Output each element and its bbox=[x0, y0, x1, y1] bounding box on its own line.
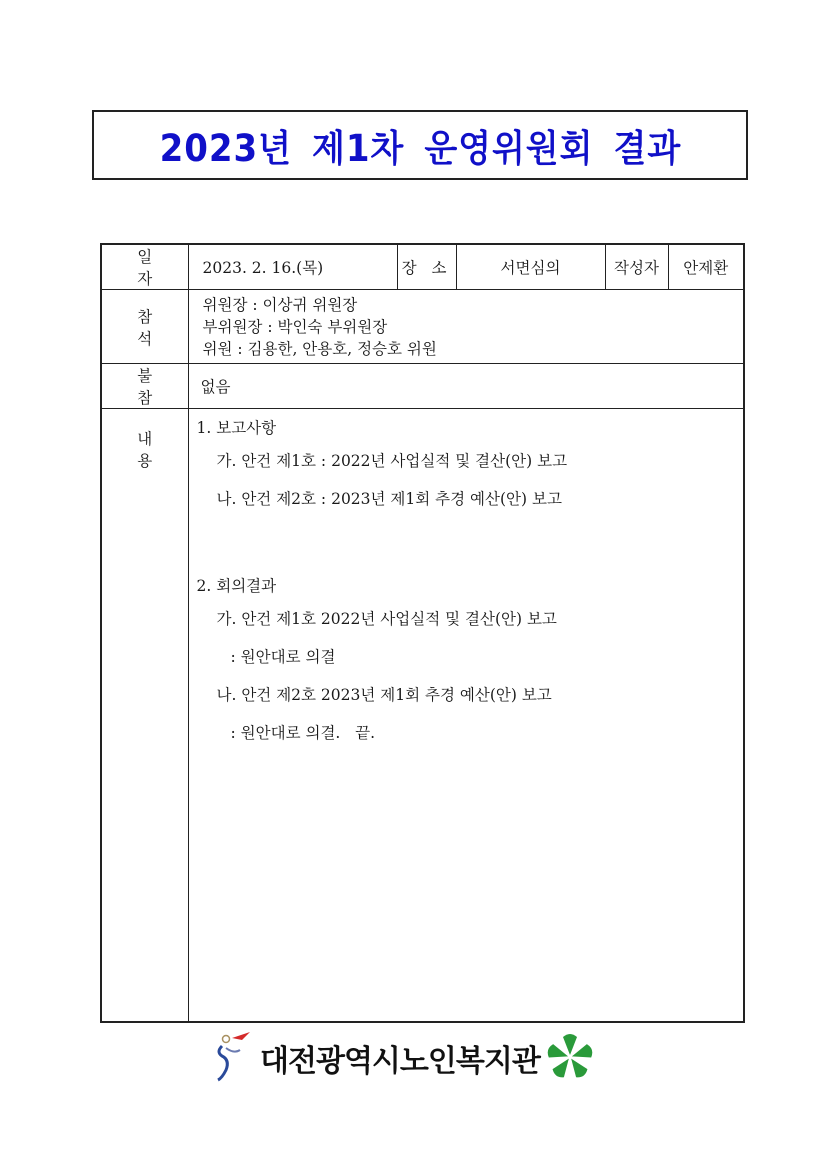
attendee-vice-chair: 부위원장 : 박인숙 부위원장 bbox=[202, 317, 388, 336]
document-title-box bbox=[92, 110, 748, 180]
report-item-2: 나. 안건 제2호 : 2023년 제1회 추경 예산(안) 보고 bbox=[216, 490, 562, 508]
document-title: 2023년 제1차 운영위원회 결과 bbox=[159, 127, 681, 170]
content-body bbox=[188, 409, 744, 1022]
report-item-1: 가. 안건 제1호 : 2022년 사업실적 및 결산(안) 보고 bbox=[216, 452, 568, 470]
green-clover-logo-icon bbox=[546, 1032, 594, 1084]
attend-row bbox=[101, 290, 744, 364]
absent-row bbox=[101, 364, 744, 409]
place-label: 장 소 bbox=[397, 244, 456, 290]
content-label: 내 용 bbox=[101, 409, 188, 1022]
attendee-chair: 위원장 : 이상귀 위원장 bbox=[202, 295, 358, 314]
content-row bbox=[101, 409, 744, 1022]
section-report-title: 1. 보고사항 bbox=[196, 419, 277, 437]
footer-logo bbox=[212, 1030, 594, 1085]
date-row bbox=[101, 244, 744, 290]
attendee-list bbox=[188, 290, 744, 364]
attendee-members: 위원 : 김용한, 안용호, 정승호 위원 bbox=[202, 339, 437, 358]
result-agenda-1: 가. 안건 제1호 2022년 사업실적 및 결산(안) 보고 bbox=[216, 610, 557, 628]
author-label: 작성자 bbox=[605, 244, 668, 290]
runner-logo-icon bbox=[212, 1030, 254, 1086]
place-value: 서면심의 bbox=[456, 244, 605, 290]
absent-label: 불 참 bbox=[101, 364, 188, 409]
result-decision-1: : 원안대로 의결 bbox=[230, 648, 336, 666]
section-result-title: 2. 회의결과 bbox=[196, 577, 277, 595]
result-agenda-2: 나. 안건 제2호 2023년 제1회 추경 예산(안) 보고 bbox=[216, 686, 552, 704]
organization-name: 대전광역시노인복지관 bbox=[260, 1043, 540, 1079]
absent-value: 없음 bbox=[188, 364, 744, 409]
author-value: 안제환 bbox=[668, 244, 744, 290]
date-label: 일 자 bbox=[101, 244, 188, 290]
date-value: 2023. 2. 16.(목) bbox=[188, 244, 397, 290]
result-decision-2: : 원안대로 의결. 끝. bbox=[230, 724, 376, 742]
meeting-info-table bbox=[100, 243, 745, 1023]
attend-label: 참 석 bbox=[101, 290, 188, 364]
